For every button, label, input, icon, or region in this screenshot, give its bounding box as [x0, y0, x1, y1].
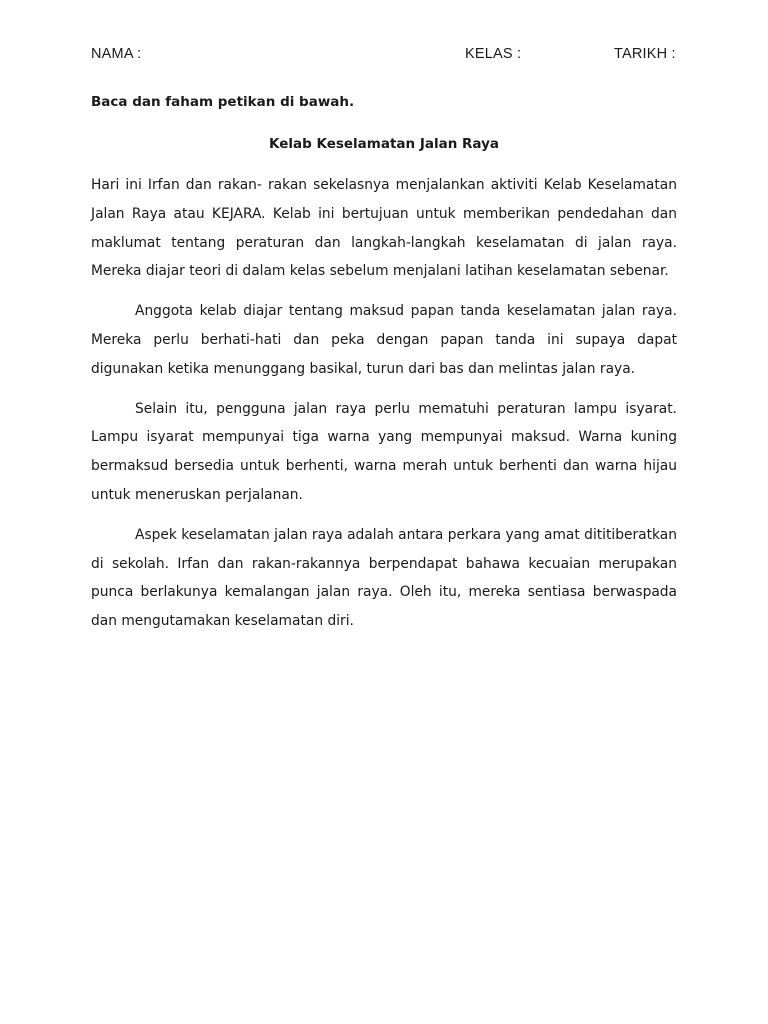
class-field-label: KELAS :: [465, 46, 522, 62]
instruction-text: Baca dan faham petikan di bawah.: [91, 94, 355, 110]
date-field-label: TARIKH :: [614, 46, 676, 62]
paragraph-3: Selain itu, pengguna jalan raya perlu mematuhi peraturan lampu isyarat. Lampu isyarat mempunyai tiga warna yang mempunyai maksud. Warna kuning bermaksud bersedia untuk berhenti, warna merah untuk berhenti dan warna hijau untuk meneruskan perjalanan.: [91, 400, 677, 503]
name-field-label: NAMA :: [91, 46, 142, 62]
passage-body: [91, 171, 677, 647]
paragraph-4: Aspek keselamatan jalan raya adalah antara perkara yang amat dititiberatkan di sekolah. Irfan dan rakan-rakannya berpendapat bahawa kecuaian merupakan punca berlakunya kemalangan jalan raya. Oleh itu, mereka sentiasa berwaspada dan mengutamakan keselamatan diri.: [91, 526, 677, 630]
passage-title: Kelab Keselamatan Jalan Raya: [268, 136, 500, 152]
paragraph-1: Hari ini Irfan dan rakan- rakan sekelasnya menjalankan aktiviti Kelab Keselamatan Jalan Raya atau KEJARA. Kelab ini bertujuan untuk memberikan pendedahan dan maklumat tentang peraturan dan langkah-langkah keselamatan di jalan raya. Mereka diajar teori di dalam kelas sebelum menjalani latihan keselamatan sebenar.: [91, 177, 677, 280]
paragraph-2: Anggota kelab diajar tentang maksud papan tanda keselamatan jalan raya. Mereka perlu berhati-hati dan peka dengan papan tanda ini supaya dapat digunakan ketika menunggang basikal, turun dari bas dan melintas jalan raya.: [91, 303, 677, 377]
